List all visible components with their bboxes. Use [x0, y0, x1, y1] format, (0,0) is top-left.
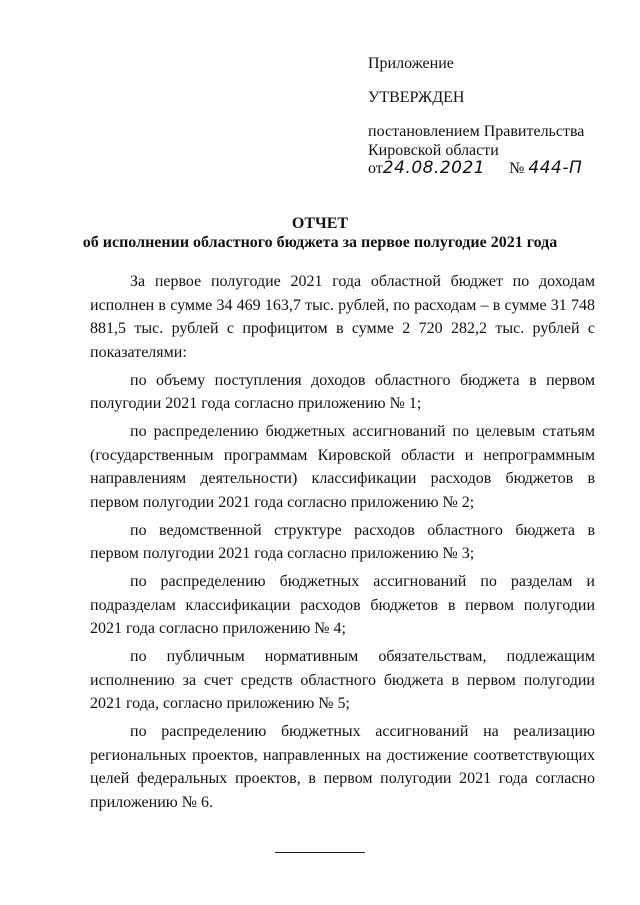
decree-date-line [368, 159, 582, 178]
handwritten-date: 24.08.2021 [382, 158, 486, 178]
paragraph-appendix-6: по распределению бюджетных ассигнований на реализацию региональных проектов, направленных на достижение соответствующих целей федеральных проектов, в первом полугодии 2021 года согласно приложению № 6. [90, 723, 595, 811]
number-prefix: № [509, 160, 525, 177]
decree-line-2: Кировской области [368, 142, 499, 159]
paragraph-summary: За первое полугодие 2021 года областной бюджет по доходам исполнен в сумме 34 469 163,7 тыс. рублей, по расходам – в сумме 31 748 881,5 тыс. рублей с профицитом в сумме 2 720 282,2 тыс. рублей с показателями: [90, 273, 595, 361]
paragraph-appendix-5: по публичным нормативным обязательствам, подлежащим исполнению за счет средств областного бюджета в первом полугодии 2021 года, согласно приложению № 5; [90, 648, 595, 712]
document-subtitle: об исполнении областного бюджета за первое полугодие 2021 года [82, 234, 558, 251]
end-separator-line [275, 852, 365, 853]
paragraph-appendix-2: по распределению бюджетных ассигнований по целевым статьям (государственным программам Кировской области и непрограммным направлениям деятельности) классификации расходов бюджетов в первом полугодии 2021 года согласно приложению № 2; [90, 423, 595, 511]
paragraph-appendix-4: по распределению бюджетных ассигнований по разделам и подразделам классификации расходов бюджетов в первом полугодии 2021 года согласно приложению № 4; [90, 573, 595, 637]
paragraph-appendix-1: по объему поступления доходов областного бюджета в первом полугодии 2021 года согласно приложению № 1; [90, 371, 595, 412]
decree-line-1: постановлением Правительства [368, 123, 585, 140]
date-prefix: от [368, 160, 383, 177]
document-title: ОТЧЕТ [291, 215, 349, 232]
approved-label: УТВЕРЖДЕН [368, 89, 465, 106]
handwritten-number: 444-П [528, 158, 583, 178]
paragraph-appendix-3: по ведомственной структуре расходов областного бюджета в первом полугодии 2021 года согласно приложению № 3; [90, 521, 595, 562]
report-body [90, 270, 595, 819]
appendix-label: Приложение [368, 55, 454, 72]
